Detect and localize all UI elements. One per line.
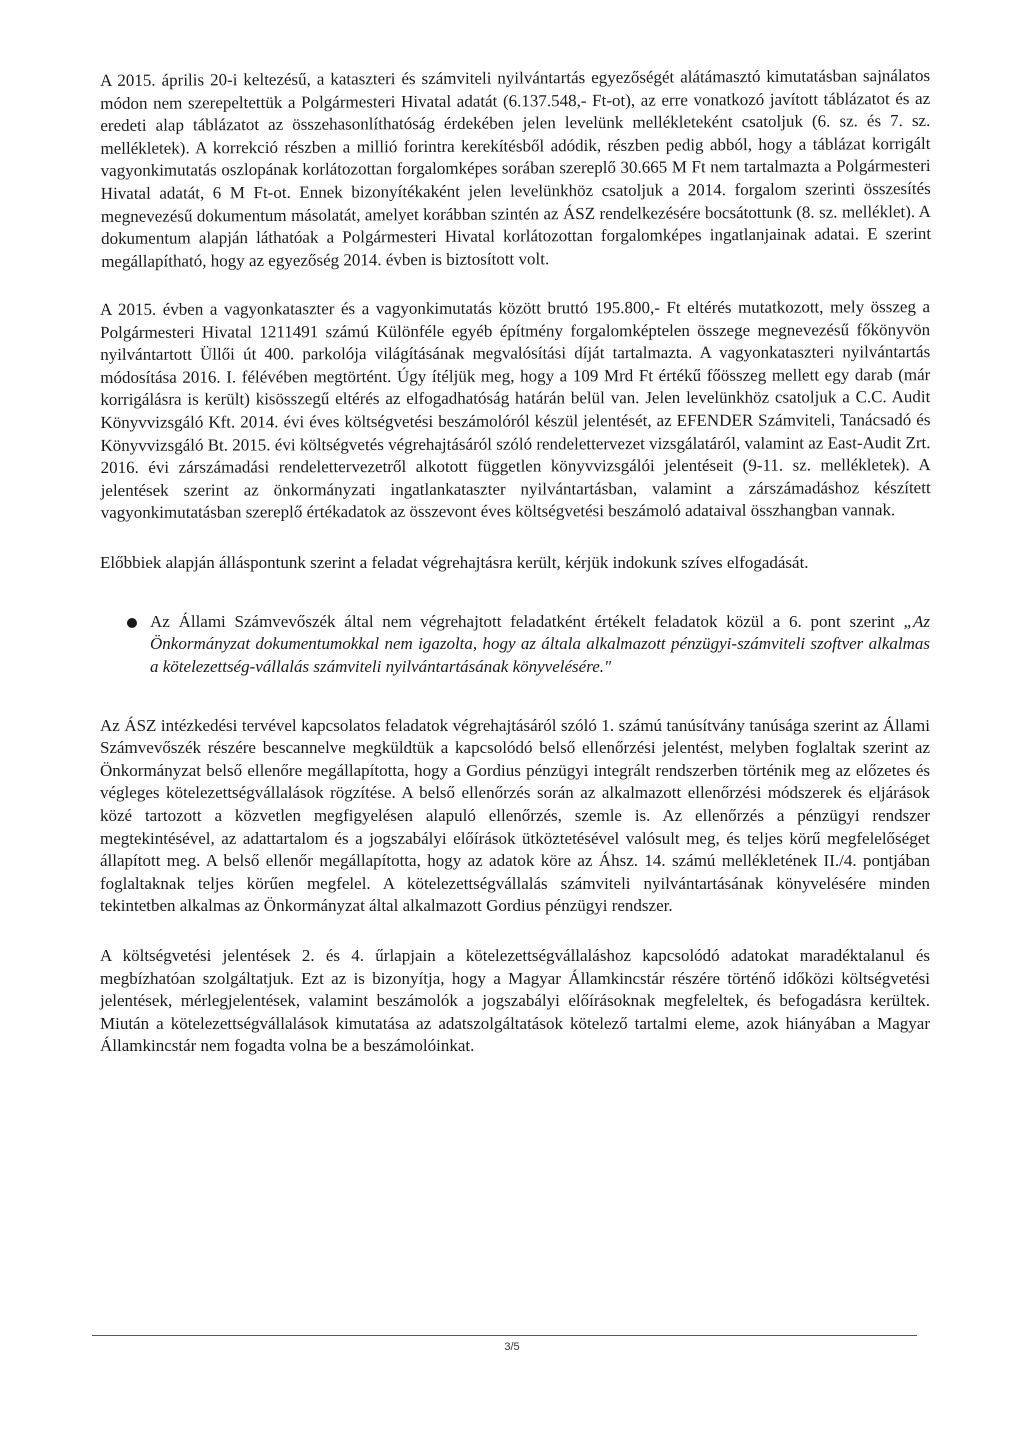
page-number: 3/5 [504, 1341, 520, 1353]
bullet-text [150, 611, 930, 679]
bullet-quote: „Az Önkormányzat dokumentumokkal nem igazolta, hogy az általa alkalmazott pénzügyi-számviteli szoftver alkalmas a kötelezettség-vállalás számviteli nyilvántartásának könyvelésére." [150, 611, 930, 677]
paragraph-2015-discrepancy: A 2015. évben a vagyonkataszter és a vagyonkimutatás között bruttó 195.800,- Ft eltérés mutatkozott, mely összeg a Polgármesteri Hivatal 1211491 számú Különféle egyéb építmény forgalomképtelen összege megnevezésű főkönyvön nyilvántartott Üllői út 400. parkolója világításának megvalósítási díját tartalmazta. A vagyonkataszteri nyilvántartás módosítása 2016. I. félévében megtörtént. Úgy ítéljük meg, hogy a 109 Mrd Ft értékű főösszeg mellett egy darab (már korrigálásra is került) kisösszegű eltérés az elfogadhatóság határán belül van. Jelen levelünkhöz csatoljuk a C.C. Audit Könyvvizsgáló Kft. 2014. évi éves költségvetési beszámolóról készül jelentését, az EFENDER Számviteli, Tanácsadó és Könyvvizsgáló Bt. 2015. évi költségvetés végrehajtásáról szóló rendelettervezet vizsgálatáról, valamint az East-Audit Zrt. 2016. évi zárszámadási rendelettervezetről alkotott független könyvvizsgálói jelentéseit (9-11. sz. mellékletek). A jelentések szerint az önkormányzati ingatlankataszter nyilvántartásban, valamint a zárszámadáshoz készített vagyonkimutatásban szereplő értékadatok az összevont éves költségvetési beszámoló adataival összhangban vannak. [100, 297, 931, 523]
bullet-dot-icon [127, 618, 137, 628]
paragraph-budget-reports: A költségvetési jelentések 2. és 4. űrlapjain a kötelezettségvállaláshoz kapcsolódó adatokat maradéktalanul és megbízhatóan szolgáltatjuk. Ezt az is bizonyítja, hogy a Magyar Államkincstár részére történő időközi költségvetési jelentések, mérlegjelentések, valamint beszámolók a jogszabályi előírásoknak megfeleltek, és befogadásra kerültek. Miután a kötelezettségvállalások kimutatása az adatszolgáltatások kötelező tartalmi eleme, azok hiányában a Magyar Államkincstár nem fogadta volna be a beszámolóinkat. [100, 946, 930, 1056]
footer-divider [92, 1335, 917, 1336]
paragraph-conclusion: Előbbiek alapján álláspontunk szerint a feladat végrehajtásra került, kérjük indokunk szíves elfogadását. [100, 553, 809, 573]
paragraph-internal-audit: Az ÁSZ intézkedési tervével kapcsolatos feladatok végrehajtásáról szóló 1. számú tanúsítvány tanúsága szerint az Állami Számvevőszék részére bescannelve megküldtük a kapcsolódó belső ellenőrzési jelentést, melyben foglaltak szerint az Önkormányzat belső ellenőre megállapította, hogy a Gordius pénzügyi integrált rendszerben történik meg az előzetes és végleges kötelezettségvállalások rögzítése. A belső ellenőrzés során az alkalmazott ellenőrzési módszerek és eljárások közé tartozott a közvetlen megfigyelésen alapuló ellenőrzés, szemle is. Az ellenőrzés a pénzügyi rendszer megtekintésével, az adattartalom és a jogszabályi előírások ütköztetésével valósult meg, és teljes körű megfelelőséget állapított meg. A belső ellenőr megállapította, hogy az adatok köre az Áhsz. 14. számú mellékletének II./4. pontjában foglaltaknak teljes körűen megfelel. A kötelezettségvállalás számviteli nyilvántartásának könyvelésére minden tekintetben alkalmas az Önkormányzat által alkalmazott Gordius pénzügyi rendszer. [100, 715, 930, 916]
bullet-item [100, 611, 930, 679]
paragraph-cadastre-reconciliation: A 2015. április 20-i keltezésű, a kataszteri és számviteli nyilvántartás egyezőségét alátámasztó kimutatásban sajnálatos módon nem szerepeltettük a Polgármesteri Hivatal adatát (6.137.548,- Ft-ot), az erre vonatkozó javított táblázatot és az eredeti alap táblázatot az összehasonlíthatóság érdekében jelen levelünk mellékleteként csatoljuk (6. sz. és 7. sz. mellékletek). A korrekció részben a millió forintra kerekítésből adódik, részben pedig abból, hogy a táblázat korrigált vagyonkimutatás oszlopának korlátozottan forgalomképes sorában szereplő 30.665 M Ft nem tartalmazta a Polgármesteri Hivatal adatát, 6 M Ft-ot. Ennek bizonyítékaként jelen levelünkhöz csatoljuk a 2014. forgalom szerinti összesítés megnevezésű dokumentum másolatát, amelyet korábban szintén az ÁSZ rendelkezésére bocsátottunk (8. sz. melléklet). A dokumentum alapján láthatóak a Polgármesteri Hivatal korlátozottan forgalomképes ingatlanjainak adatai. E szerint megállapítható, hogy az egyezőség 2014. évben is biztosított volt. [100, 65, 932, 271]
document-body [100, 65, 932, 1058]
bullet-lead: Az Állami Számvevőszék által nem végrehajtott feladatként értékelt feladatok közül a 6. pont szerint [150, 611, 904, 631]
